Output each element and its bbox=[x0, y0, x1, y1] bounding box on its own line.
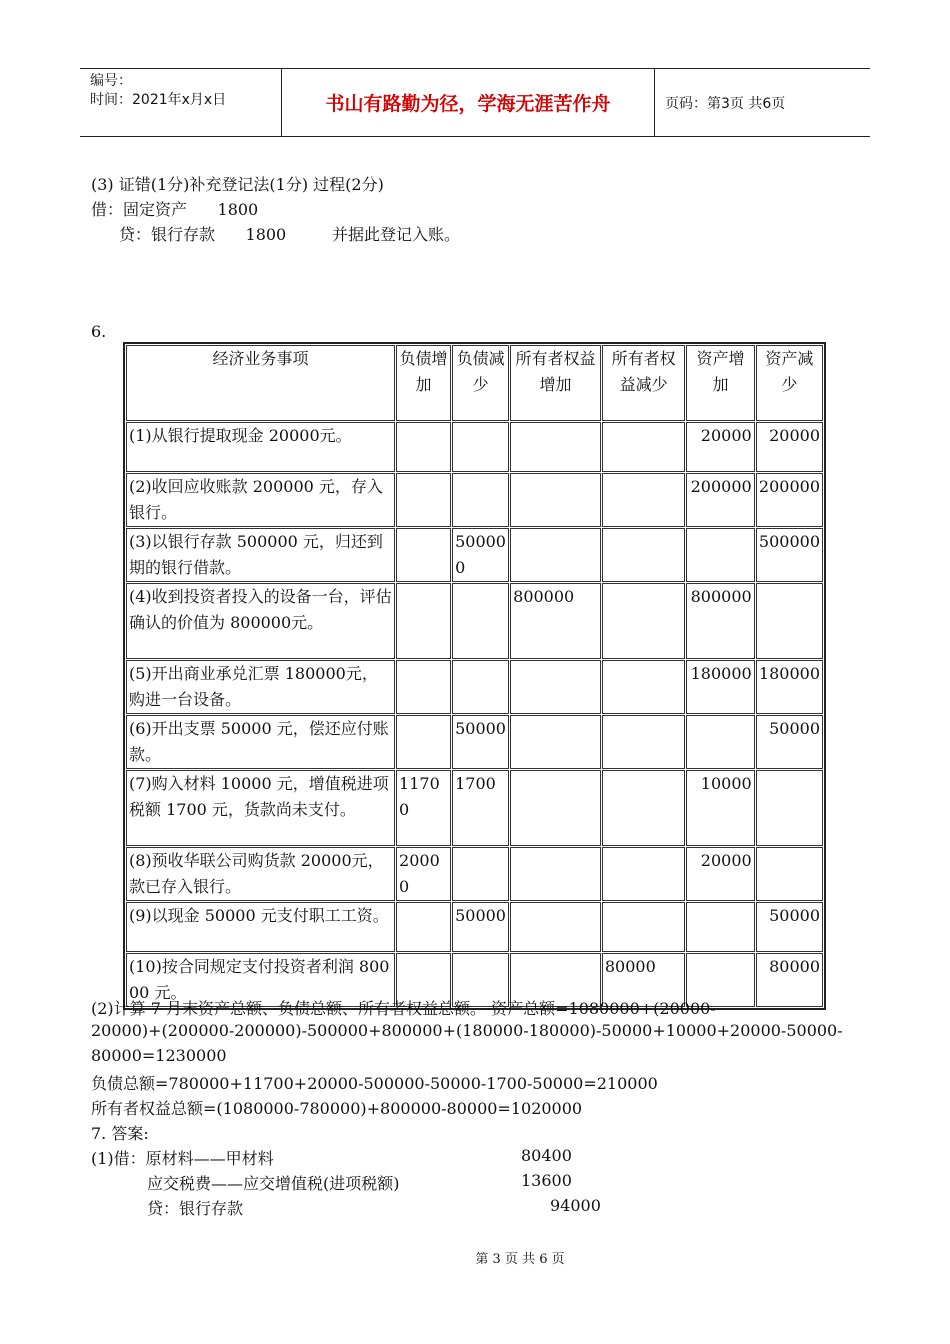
row-description: (6)开出支票 50000 元，偿还应付账款。 bbox=[126, 715, 395, 769]
row-cell bbox=[510, 528, 601, 582]
header-page-label: 页码：第3页 共6页 bbox=[665, 95, 786, 112]
number-label: 编号： bbox=[90, 73, 132, 89]
header-cell: 经济业务事项 bbox=[126, 345, 395, 421]
row-cell bbox=[396, 528, 451, 582]
row-description: (10)按合同规定支付投资者利润 80000 元。 bbox=[126, 953, 395, 1007]
row-cell bbox=[756, 770, 823, 846]
header-meta bbox=[80, 69, 282, 136]
row-cell bbox=[686, 528, 754, 582]
row-cell: 20000 bbox=[686, 422, 754, 472]
header-cell: 负债减少 bbox=[452, 345, 509, 421]
section5-line2: 借：固定资产 1800 bbox=[91, 200, 259, 219]
row-cell: 50000 bbox=[756, 715, 823, 769]
transactions-table bbox=[123, 342, 826, 1010]
header-cell: 所有者权益减少 bbox=[602, 345, 686, 421]
row-cell: 500000 bbox=[452, 528, 509, 582]
row-cell bbox=[396, 583, 451, 659]
row-cell bbox=[452, 422, 509, 472]
row-cell bbox=[510, 715, 601, 769]
entry3-label: 贷：银行存款 bbox=[147, 1199, 244, 1218]
row-cell: 50000 bbox=[452, 715, 509, 769]
table-row bbox=[126, 770, 823, 846]
row-cell bbox=[602, 715, 686, 769]
header-cell: 资产减少 bbox=[756, 345, 823, 421]
row-cell bbox=[452, 583, 509, 659]
row-cell: 50000 bbox=[756, 902, 823, 952]
row-cell: 180000 bbox=[756, 660, 823, 714]
page-header bbox=[80, 68, 870, 137]
row-cell bbox=[510, 770, 601, 846]
table-row bbox=[126, 902, 823, 952]
row-cell bbox=[510, 660, 601, 714]
row-cell: 20000 bbox=[686, 847, 754, 901]
row-cell bbox=[686, 715, 754, 769]
page-footer: 第 3 页 共 6 页 bbox=[475, 1252, 565, 1267]
row-cell bbox=[756, 847, 823, 901]
row-cell: 500000 bbox=[756, 528, 823, 582]
header-cell: 资产增加 bbox=[686, 345, 754, 421]
time-label: 时间：2021年x月x日 bbox=[90, 92, 227, 108]
row-cell bbox=[602, 583, 686, 659]
section6-label: 6. bbox=[91, 322, 107, 341]
row-cell: 80000 bbox=[602, 953, 686, 1007]
row-cell bbox=[510, 902, 601, 952]
row-cell: 80000 bbox=[756, 953, 823, 1007]
entry1-label: (1)借：原材料——甲材料 bbox=[91, 1149, 274, 1168]
row-cell bbox=[602, 847, 686, 901]
row-description: (8)预收华联公司购货款 20000元，款已存入银行。 bbox=[126, 847, 395, 901]
table-row bbox=[126, 660, 823, 714]
row-description: (2)收回应收账款 200000 元，存入银行。 bbox=[126, 473, 395, 527]
header-cell: 所有者权益增加 bbox=[510, 345, 601, 421]
row-cell: 200000 bbox=[686, 473, 754, 527]
row-description: (7)购入材料 10000 元，增值税进项税额 1700 元，货款尚未支付。 bbox=[126, 770, 395, 846]
section5-line3: 贷：银行存款 1800 并据此登记入账。 bbox=[119, 225, 461, 244]
row-cell: 20000 bbox=[396, 847, 451, 901]
row-cell bbox=[602, 528, 686, 582]
entry3-amount: 94000 bbox=[550, 1196, 601, 1215]
row-cell bbox=[602, 660, 686, 714]
row-cell: 11700 bbox=[396, 770, 451, 846]
row-cell bbox=[452, 847, 509, 901]
row-cell: 50000 bbox=[452, 902, 509, 952]
row-cell: 10000 bbox=[686, 770, 754, 846]
entry1-amount: 80400 bbox=[521, 1146, 572, 1165]
row-cell bbox=[510, 473, 601, 527]
row-description: (9)以现金 50000 元支付职工工资。 bbox=[126, 902, 395, 952]
row-cell: 800000 bbox=[686, 583, 754, 659]
table-row bbox=[126, 422, 823, 472]
table-row bbox=[126, 583, 823, 659]
row-description: (1)从银行提取现金 20000元。 bbox=[126, 422, 395, 472]
entry2-label: 应交税费——应交增值税(进项税额) bbox=[147, 1174, 400, 1193]
row-cell bbox=[396, 902, 451, 952]
header-motto: 书山有路勤为径，学海无涯苦作舟 bbox=[282, 69, 655, 136]
row-cell bbox=[452, 660, 509, 714]
row-cell bbox=[602, 473, 686, 527]
entry2-amount: 13600 bbox=[521, 1171, 572, 1190]
section5-line1: (3) 证错(1分)补充登记法(1分) 过程(2分) bbox=[91, 175, 384, 194]
calc-line4: 负债总额=780000+11700+20000-500000-50000-1700-50000=210000 bbox=[91, 1074, 658, 1093]
calc-line2: 20000)+(200000-200000)-500000+800000+(180000-180000)-50000+10000+20000-50000- bbox=[91, 1021, 843, 1040]
row-cell bbox=[396, 422, 451, 472]
row-cell bbox=[602, 902, 686, 952]
table-row bbox=[126, 847, 823, 901]
calc-line3: 80000=1230000 bbox=[91, 1046, 227, 1065]
header-cell: 负债增加 bbox=[396, 345, 451, 421]
row-description: (3)以银行存款 500000 元，归还到期的银行借款。 bbox=[126, 528, 395, 582]
calc-line1: (2)计算 7 月末资产总额、负债总额、所有者权益总额。 资产总额=1080000+(20000- bbox=[91, 999, 716, 1018]
table-header-row bbox=[126, 345, 823, 421]
row-cell bbox=[602, 770, 686, 846]
row-cell bbox=[396, 473, 451, 527]
table-row bbox=[126, 528, 823, 582]
row-cell: 200000 bbox=[756, 473, 823, 527]
row-cell: 20000 bbox=[756, 422, 823, 472]
row-cell bbox=[510, 847, 601, 901]
row-description: (4)收到投资者投入的设备一台，评估确认的价值为 800000元。 bbox=[126, 583, 395, 659]
calc-line5: 所有者权益总额=(1080000-780000)+800000-80000=1020000 bbox=[91, 1099, 583, 1118]
row-cell: 1700 bbox=[452, 770, 509, 846]
row-description: (5)开出商业承兑汇票 180000元，购进一台设备。 bbox=[126, 660, 395, 714]
row-cell: 800000 bbox=[510, 583, 601, 659]
row-cell bbox=[602, 422, 686, 472]
row-cell bbox=[510, 422, 601, 472]
section7-title: 7. 答案: bbox=[91, 1124, 149, 1143]
table-row bbox=[126, 473, 823, 527]
row-cell bbox=[756, 583, 823, 659]
row-cell bbox=[396, 715, 451, 769]
table-row bbox=[126, 715, 823, 769]
row-cell: 180000 bbox=[686, 660, 754, 714]
row-cell bbox=[686, 902, 754, 952]
row-cell bbox=[452, 473, 509, 527]
row-cell bbox=[396, 660, 451, 714]
